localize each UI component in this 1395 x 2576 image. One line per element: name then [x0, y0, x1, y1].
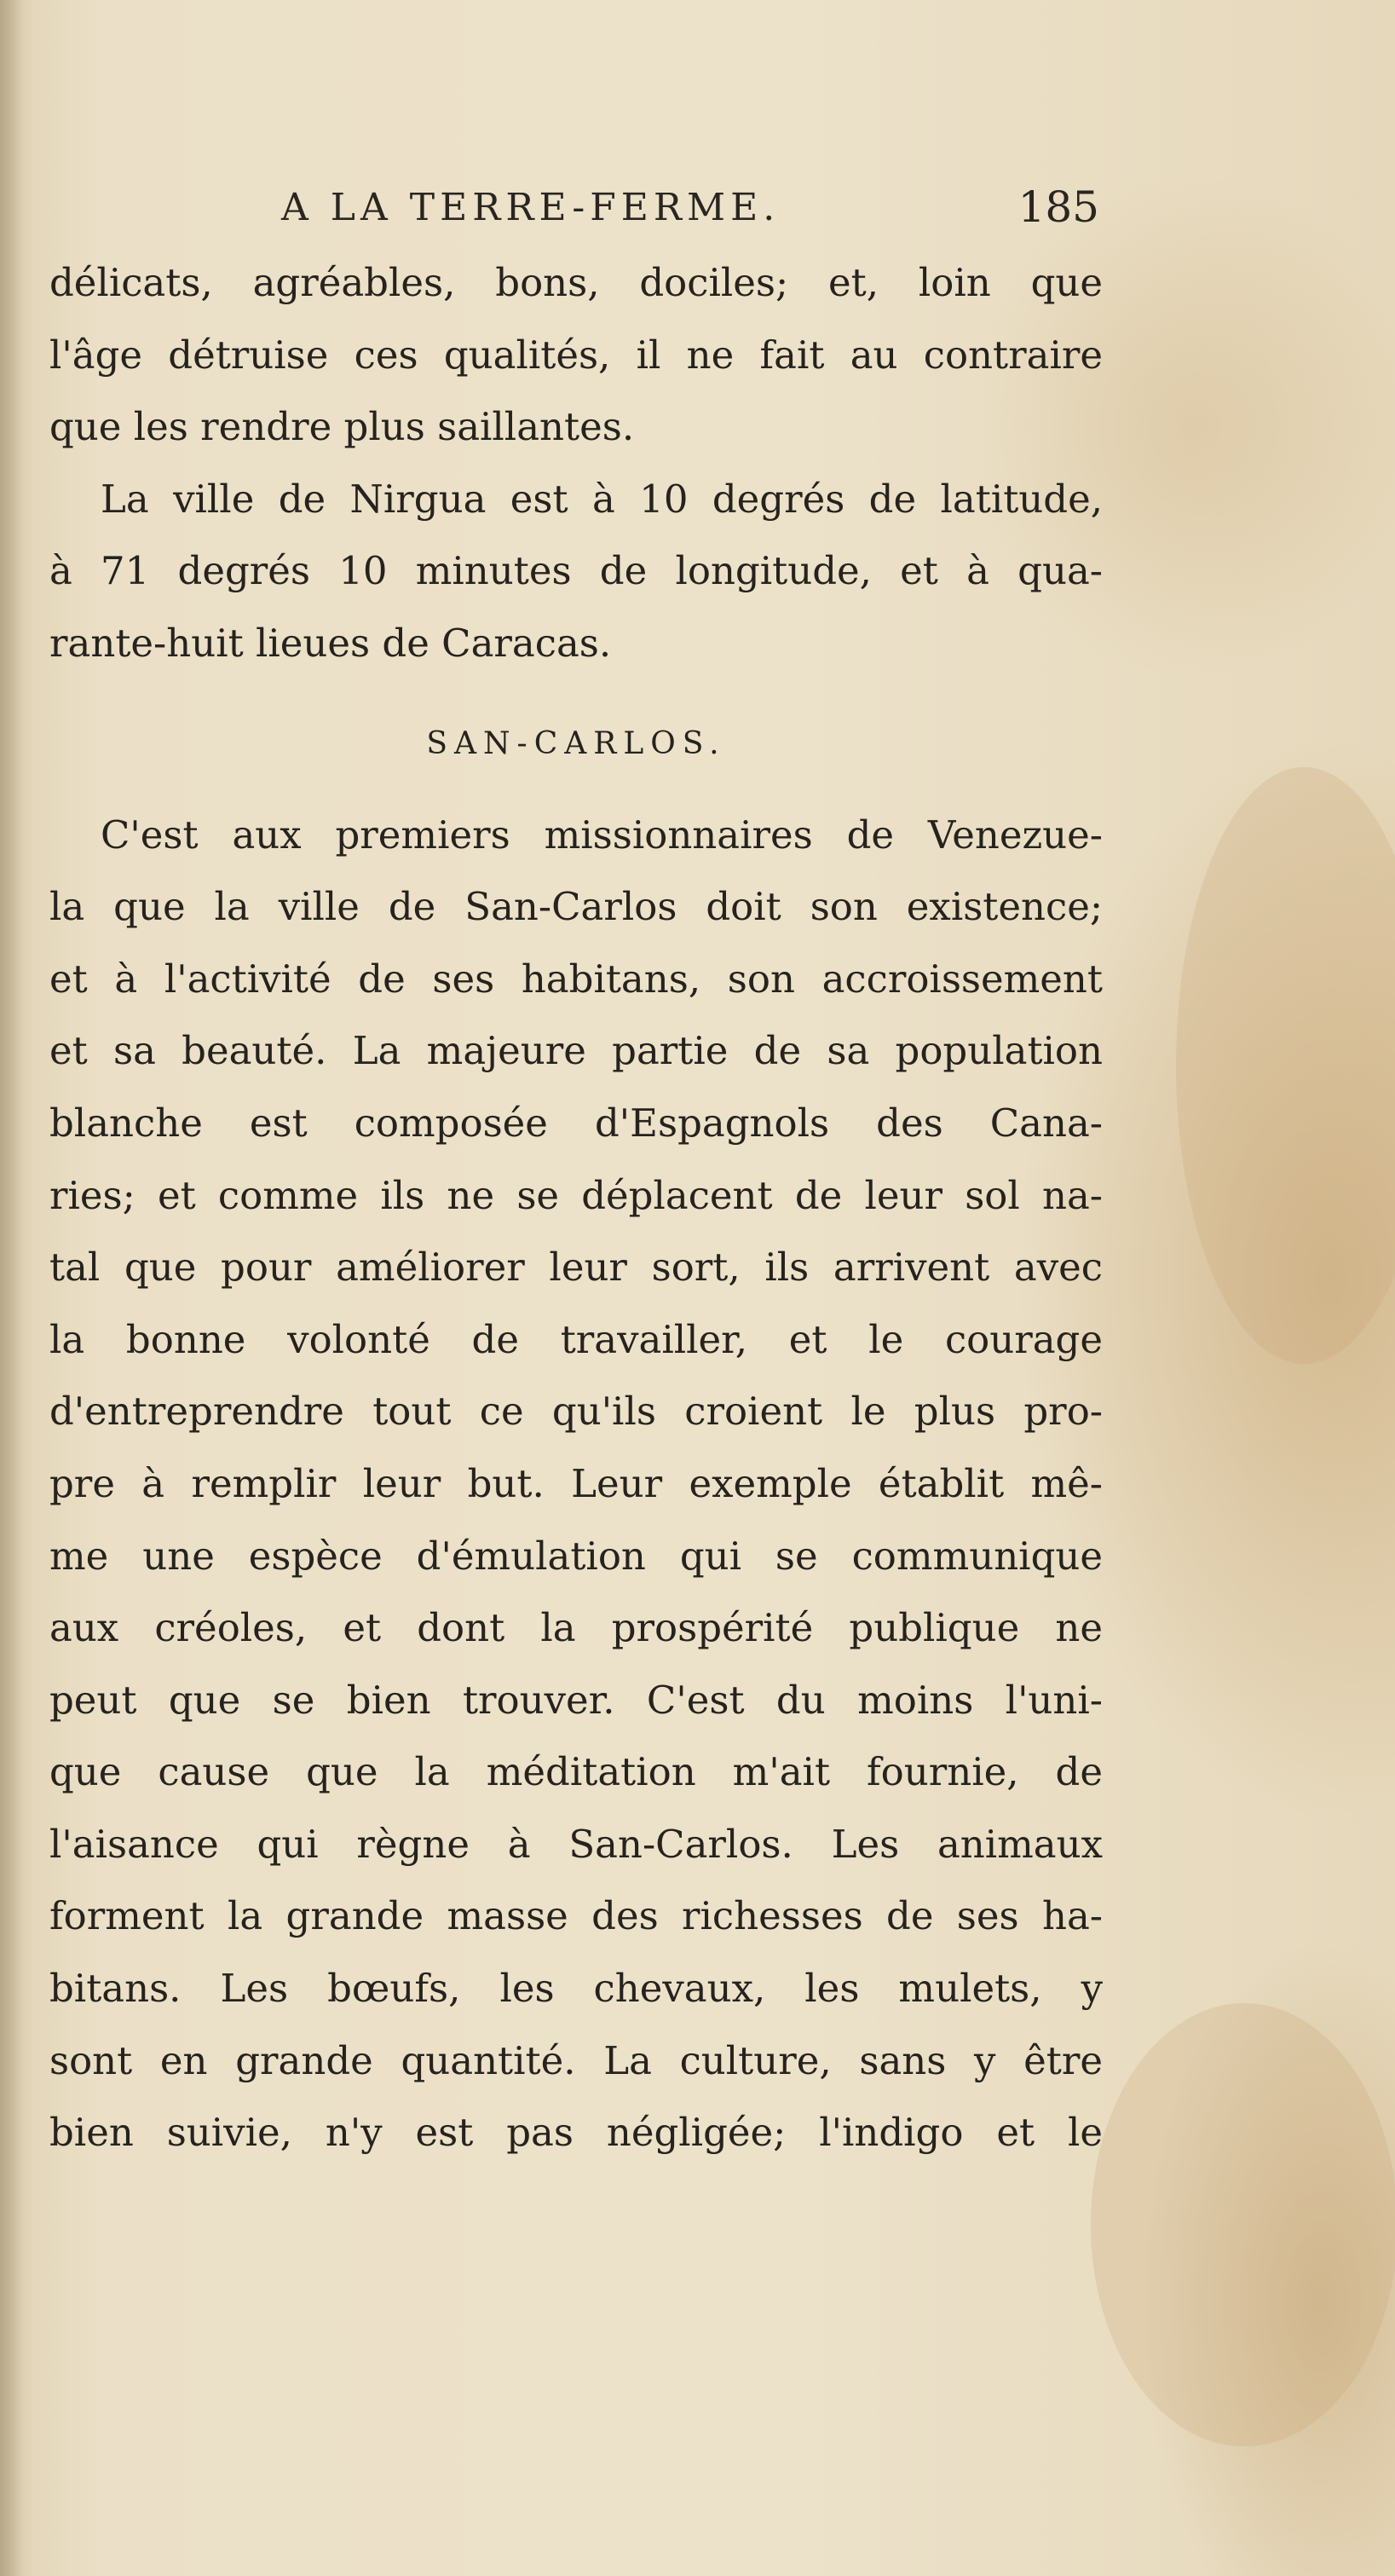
text-line: La ville de Nirgua est à 10 degrés de latitude,: [101, 476, 1103, 522]
text-line: bien suivie, n'y est pas négligée; l'indigo et le: [49, 2110, 1103, 2156]
text-line: forment la grande masse des richesses de ses ha-: [49, 1893, 1103, 1939]
text-line: et à l'activité de ses habitans, son accroissement: [49, 956, 1103, 1002]
text-line: bitans. Les bœufs, les chevaux, les mulets, y: [49, 1966, 1103, 2012]
binding-shadow: [0, 0, 24, 2576]
text-line: C'est aux premiers missionnaires de Venezue-: [101, 811, 1103, 858]
paper-stain: [1091, 2003, 1395, 2446]
section-heading: SAN-CARLOS.: [426, 725, 726, 761]
text-line: l'âge détruise ces qualités, il ne fait au contraire: [49, 332, 1103, 378]
text-line: peut que se bien trouver. C'est du moins l'uni-: [49, 1677, 1103, 1723]
text-line: la que la ville de San-Carlos doit son existence;: [49, 884, 1103, 930]
text-line: aux créoles, et dont la prospérité publique ne: [49, 1605, 1103, 1651]
text-line: blanche est composée d'Espagnols des Cana-: [49, 1100, 1103, 1146]
text-line: et sa beauté. La majeure partie de sa population: [49, 1028, 1103, 1074]
text-line: à 71 degrés 10 minutes de longitude, et à qua-: [49, 548, 1103, 594]
text-line: sont en grande quantité. La culture, sans y être: [49, 2037, 1103, 2083]
text-line: la bonne volonté de travailler, et le courage: [49, 1316, 1103, 1362]
text-line: l'aisance qui règne à San-Carlos. Les animaux: [49, 1821, 1103, 1867]
text-line: d'entreprendre tout ce qu'ils croient le plus pro-: [49, 1389, 1103, 1435]
running-title: A LA TERRE-FERME.: [281, 186, 781, 229]
page-number: 185: [1017, 182, 1099, 232]
text-line: que les rendre plus saillantes.: [49, 404, 635, 450]
text-line: pre à remplir leur but. Leur exemple établit mê-: [49, 1460, 1103, 1506]
text-line: que cause que la méditation m'ait fournie, de: [49, 1749, 1103, 1795]
page-header: [281, 182, 1099, 237]
text-line: me une espèce d'émulation qui se communique: [49, 1533, 1103, 1579]
paper-stain: [1176, 767, 1395, 1364]
body-text: [49, 247, 1103, 2169]
text-line: rante-huit lieues de Caracas.: [49, 620, 612, 666]
text-line: tal que pour améliorer leur sort, ils arrivent avec: [49, 1245, 1103, 1291]
text-line: délicats, agréables, bons, dociles; et, loin que: [49, 260, 1103, 305]
text-line: ries; et comme ils ne se déplacent de leur sol na-: [49, 1172, 1103, 1218]
